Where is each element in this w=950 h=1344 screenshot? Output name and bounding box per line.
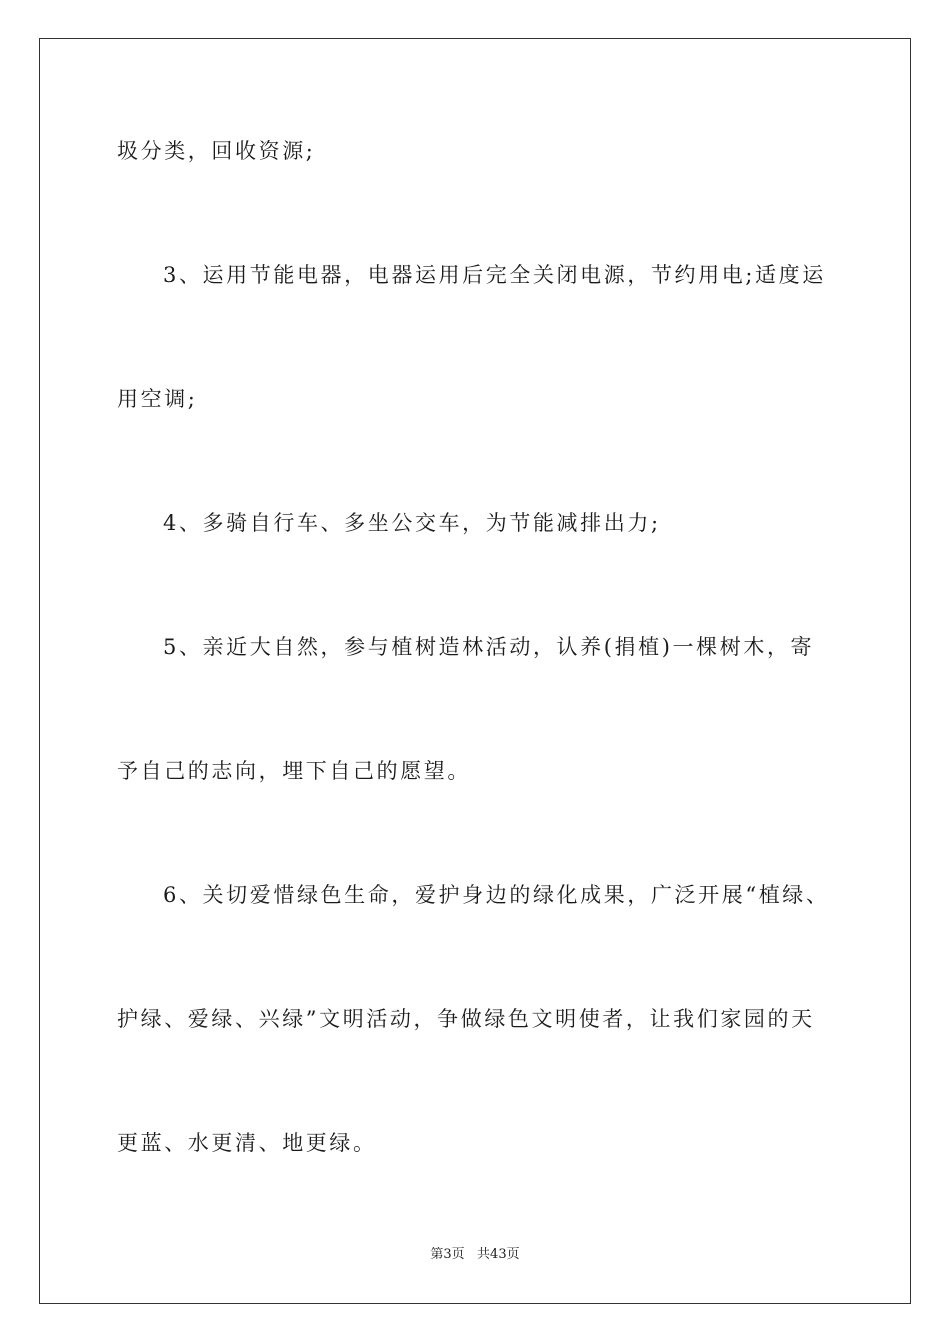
list-item-6-line-1: 6、关切爱惜绿色生命，爱护身边的绿化成果，广泛开展“植绿、 [163,883,830,907]
list-item-5-line-1: 5、亲近大自然，参与植树造林活动，认养(捐植)一棵树木，寄 [163,635,815,659]
list-item-3-line-2: 用空调; [117,387,198,411]
list-item-3-line-1: 3、运用节能电器，电器运用后完全关闭电源，节约用电;适度运 [163,263,826,287]
list-item-6-line-3: 更蓝、水更清、地更绿。 [117,1131,377,1155]
page-number-footer: 第3页 共43页 [430,1247,520,1262]
list-item-6-line-2: 护绿、爱绿、兴绿”文明活动，争做绿色文明使者，让我们家园的天 [117,1007,815,1031]
page-border [39,38,911,1304]
list-item-4: 4、多骑自行车、多坐公交车，为节能减排出力; [163,511,661,535]
text-line: 圾分类，回收资源; [117,139,316,163]
list-item-5-line-2: 予自己的志向，埋下自己的愿望。 [117,759,471,783]
